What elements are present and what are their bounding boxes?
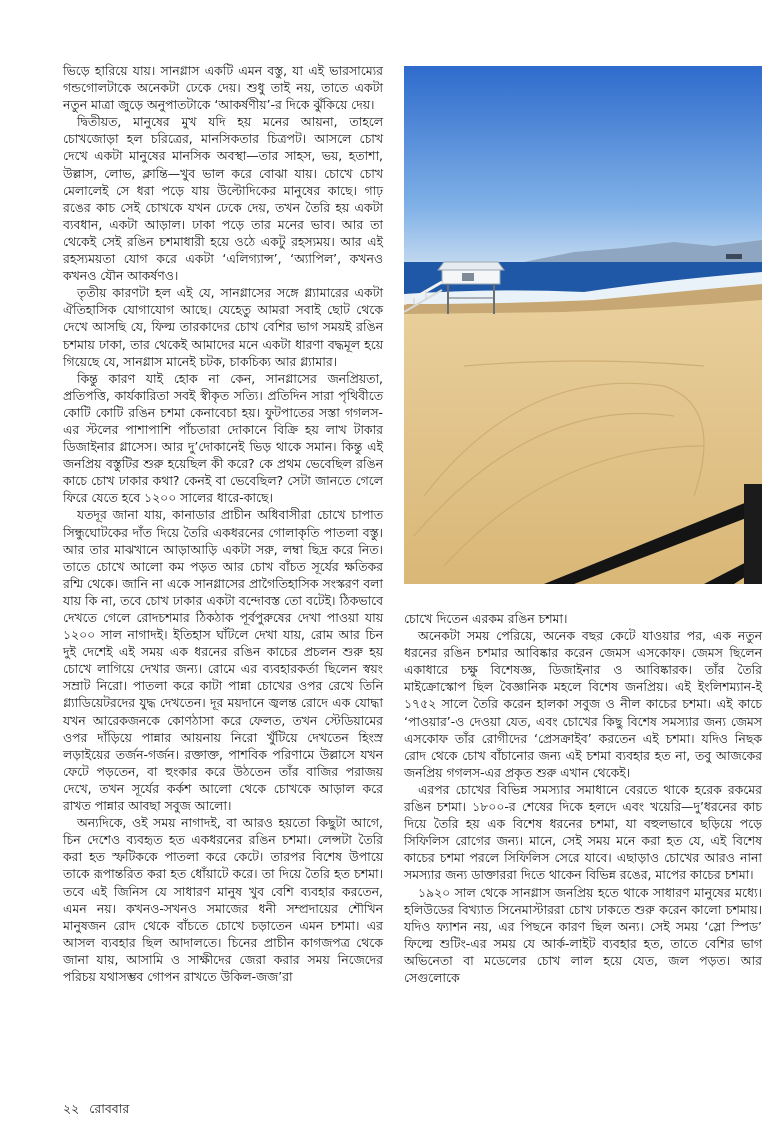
paragraph: চোখে দিতেন এরকম রঙিন চশমা। xyxy=(404,611,568,626)
paragraph: তৃতীয় কারণটা হল এই যে, সানগ্লাসের সঙ্গে গ্ল্যামারের একটা ঐতিহাসিক যোগাযোগ আছে। যেহেতু আমরা সবাই ছোট থেকে দেখে আসছি যে, ফিল্ম তারকাদের চোখ বেশির ভাগ সময়ই রঙিন চশমায় ঢাকা, তার থেকেই আমাদের মনে একটা ধারণা বদ্ধমূল হয়ে গিয়েছে যে, সানগ্লাস মানেই চটক, চাকচিক্য আর গ্ল্যামার। xyxy=(63,285,383,369)
paragraph: দ্বিতীয়ত, মানুষের মুখ যদি হয় মনের আয়না, তাহলে চোখজোড়া হল চরিত্রের, মানসিকতার চিত্রপট। আসলে চোখ দেখে একটা মানুষের মানসিক অবস্থা—তার সাহস, ভয়, হতাশা, উল্লাস, লোভ, ক্লান্তি—খুব ভাল করে বোঝা যায়। চোখে চোখ মেলালেই সে ধরা পড়ে যায় উল্টোদিকের মানুষের কাছে। গাঢ় রঙের কাচ সেই চোখকে যখন ঢেকে দেয়, তখন তৈরি হয় একটা ব্যবধান, একটা আড়াল। ঢাকা পড়ে তার মনের ভাব। আর তা থেকেই সেই রঙিন চশমাধারী হয়ে ওঠে একটু রহস্যময়। আর এই রহস্যময়তা যোগ করে একটা ‘এলিগ্যান্স’, ‘অ্যাপিল’, কখনও কখনও যৌন আকর্ষণও। xyxy=(63,114,383,284)
page-footer xyxy=(63,1101,135,1121)
paragraph: কিন্তু কারণ যাই হোক না কেন, সানগ্লাসের জনপ্রিয়তা, প্রতিপত্তি, কার্যকারিতা সবই স্বীকৃত সত্যি। প্রতিদিন সারা পৃথিবীতে কোটি কোটি রঙিন চশমা কেনাবেচা হয়। ফুটপাতের সস্তা গগলস-এর স্টলের পাশাপাশি পাঁচতারা দোকানে বিক্রি হয় লাখ টাকার ডিজাইনার গ্লাসেস। আর দু’দোকানেই ভিড় থাকে সমান। কিন্তু এই জনপ্রিয় বস্তুটির শুরু হয়েছিল কী করে? কে প্রথম ভেবেছিল রঙিন কাচে চোখ ঢাকার কথা? কেনই বা ভেবেছিল? সেটা জানতে গেলে ফিরে যেতে হবে ১২০০ সালের ধারে-কাছে। xyxy=(63,370,383,506)
paragraph: অন্যদিকে, ওই সময় নাগাদই, বা আরও হয়তো কিছুটা আগে, চিন দেশেও ব্যবহৃত হত একধরনের রঙিন চশমা। লেন্সটা তৈরি করা হত স্ফটিককে পাতলা করে কেটে। তারপর বিশেষ উপায়ে তাকে রূপান্তরিত করা হত ধোঁয়াটে করে। তা দিয়ে তৈরি হত চশমা। তবে এই জিনিস যে সাধারণ মানুষ খুব বেশি ব্যবহার করতেন, এমন নয়। কখনও-সখনও সমাজের ধনী সম্প্রদায়ের শৌখিন মানুষজন রোদ থেকে বাঁচতে চোখে চড়াতেন এমন চশমা। এর আসল ব্যবহার ছিল আদালতে। চিনের প্রাচীন কাগজপত্র থেকে জানা যায়, আসামি ও সাক্ষীদের জেরা করার সময় নিজেদের পরিচয় যথাসম্ভব গোপন রাখতে উকিল-জজ’রা xyxy=(63,815,383,984)
paragraph: ১৯২০ সাল থেকে সানগ্লাস জনপ্রিয় হতে থাকে সাধারণ মানুষের মধ্যে। হলিউডের বিখ্যাত সিনেমাস্টাররা চোখ ঢাকতে শুরু করেন কালো চশমায়। যদিও ফ্যাশন নয়, এর পিছনে কারণ ছিল অন্য। সেই সময় ‘স্লো স্পিড’ ফিল্মে শুটিং-এর সময় যে আর্ক-লাইট ব্যবহার হত, তাতে বেশির ভাগ অভিনেতা বা মডেলের চোখ লাল হয়ে যেত, জল পড়ত। আর সেগুলোকে xyxy=(404,884,762,985)
beach-photo xyxy=(404,66,762,584)
ship xyxy=(726,254,742,259)
left-text-column xyxy=(63,62,383,985)
paragraph: এরপর চোখের বিভিন্ন সমস্যার সমাধানে বেরতে থাকে হরেক রকমের রঙিন চশমা। ১৮০০-র শেষের দিকে হলদে এবং খয়েরি—দু’ধরনের কাচ দিয়ে তৈরি হয় এক বিশেষ ধরনের চশমা, যা বহুলভাবে ছড়িয়ে পড়ে সিফিলিস রোগের জন্য। মানে, সেই সময় মনে করা হত যে, এই বিশেষ কাচের চশমা পরলে সিফিলিস সেরে যাবে। এছাড়াও চোখের আরও নানা সমস্যার জন্য ডাক্তাররা দিতে থাকেন বিভিন্ন রঙের, মাপের কাচের চশমা। xyxy=(404,781,762,883)
right-text-column xyxy=(404,610,762,986)
paragraph: অনেকটা সময় পেরিয়ে, অনেক বছর কেটে যাওয়ার পর, এক নতুন ধরনের রঙিন চশমার আবিষ্কার করেন জেমস এসকোফ। জেমস ছিলেন একাধারে চক্ষু বিশেষজ্ঞ, ডিজাইনার ও আবিষ্কারক। তাঁর তৈরি মাইক্রোস্কোপ ছিল বৈজ্ঞানিক মহলে বিশেষ জনপ্রিয়। এই ইংলিশম্যান-ই ১৭৫২ সালে তৈরি করেন হালকা সবুজ ও নীল কাচের চশমা। এই কাচে ‘পাওয়ার’-ও দেওয়া যেত, এবং চোখের কিছু বিশেষ সমস্যার জন্য জেমস এসকোফ তাঁর রোগীদের ‘প্রেসক্রাইব’ করতেন এই চশমা। যদিও নিছক রোদ থেকে চোখ বাঁচানোর জন্য এই চশমা ব্যবহার হত না, তবু আজকের জনপ্রিয় গগলস-এর প্রকৃত শুরু এখান থেকেই। xyxy=(404,628,762,780)
sky xyxy=(404,66,762,266)
magazine-name: রোববার xyxy=(89,1101,130,1116)
page-number: ২২ xyxy=(63,1101,80,1116)
sand xyxy=(404,300,762,584)
paragraph: যতদূর জানা যায়, কানাডার প্রাচীন অধিবাসীরা চোখে চাপাত সিন্ধুঘোটকের দাঁত দিয়ে তৈরি একধরনের গোলাকৃতি পাতলা বস্তু। আর তার মাঝখানে আড়াআড়ি একটা সরু, লম্বা ছিদ্র করে নিত। তাতে চোখে আলো কম পড়ত আর চোখ বাঁচত সূর্যের ক্ষতিকর রশ্মি থেকে। জানি না একে সানগ্লাসের প্রাগৈতিহাসিক সংস্করণ বলা যায় কি না, তবে চোখ ঢাকার একটা বন্দোবস্ত তো বটেই। ঠিকভাবে দেখতে গেলে রোদচশমার ঠিকঠাক পূর্বপুরুষের দেখা পাওয়া যায় ১২০০ সাল নাগাদই। ইতিহাস ঘাঁটলে দেখা যায়, রোম আর চিন দুই দেশেই এই সময় এক ধরনের রঙিন কাচের প্রচলন শুরু হয় চোখে লাগিয়ে দেখার জন্য। রোমে এর ব্যবহারকর্তা ছিলেন স্বয়ং সম্রাট নিরো। পাতলা করে কাটা পান্না চোখের ওপর রেখে তিনি গ্ল্যাডিয়েটরদের যুদ্ধ দেখতেন। দূর ময়দানে জ্বলন্ত রোদে এক যোদ্ধা যখন আরেকজনকে কোণঠাসা করে ফেলত, তখন স্টেডিয়ামের ওপর দাঁড়িয়ে পান্নার আয়নায় নিরো খুঁটিয়ে দেখতেন হিংস্র লড়াইয়ের তর্জন-গর্জন। রক্তাক্ত, পাশবিক পরিণামে উল্লাসে যখন ফেটে পড়তেন, বা হুংকার করে উঠতেন তাঁর বাজির পরাজয় দেখে, তখন সূর্যের কর্কশ আলো থেকে চোখকে আড়াল করে রাখত পান্নার আবছা সবুজ আলো। xyxy=(63,507,383,814)
paragraph: ভিড়ে হারিয়ে যায়। সানগ্লাস একটি এমন বস্তু, যা এই ভারসাম্যের গন্ডগোলটাকে অনেকটা ঢেকে দেয়। শুধু তাই নয়, তাতে একটা নতুন মাত্রা জুড়ে অনুপাতটাকে ‘আকর্ষণীয়’-র দিকে ঝুঁকিয়ে দেয়। xyxy=(63,63,383,113)
